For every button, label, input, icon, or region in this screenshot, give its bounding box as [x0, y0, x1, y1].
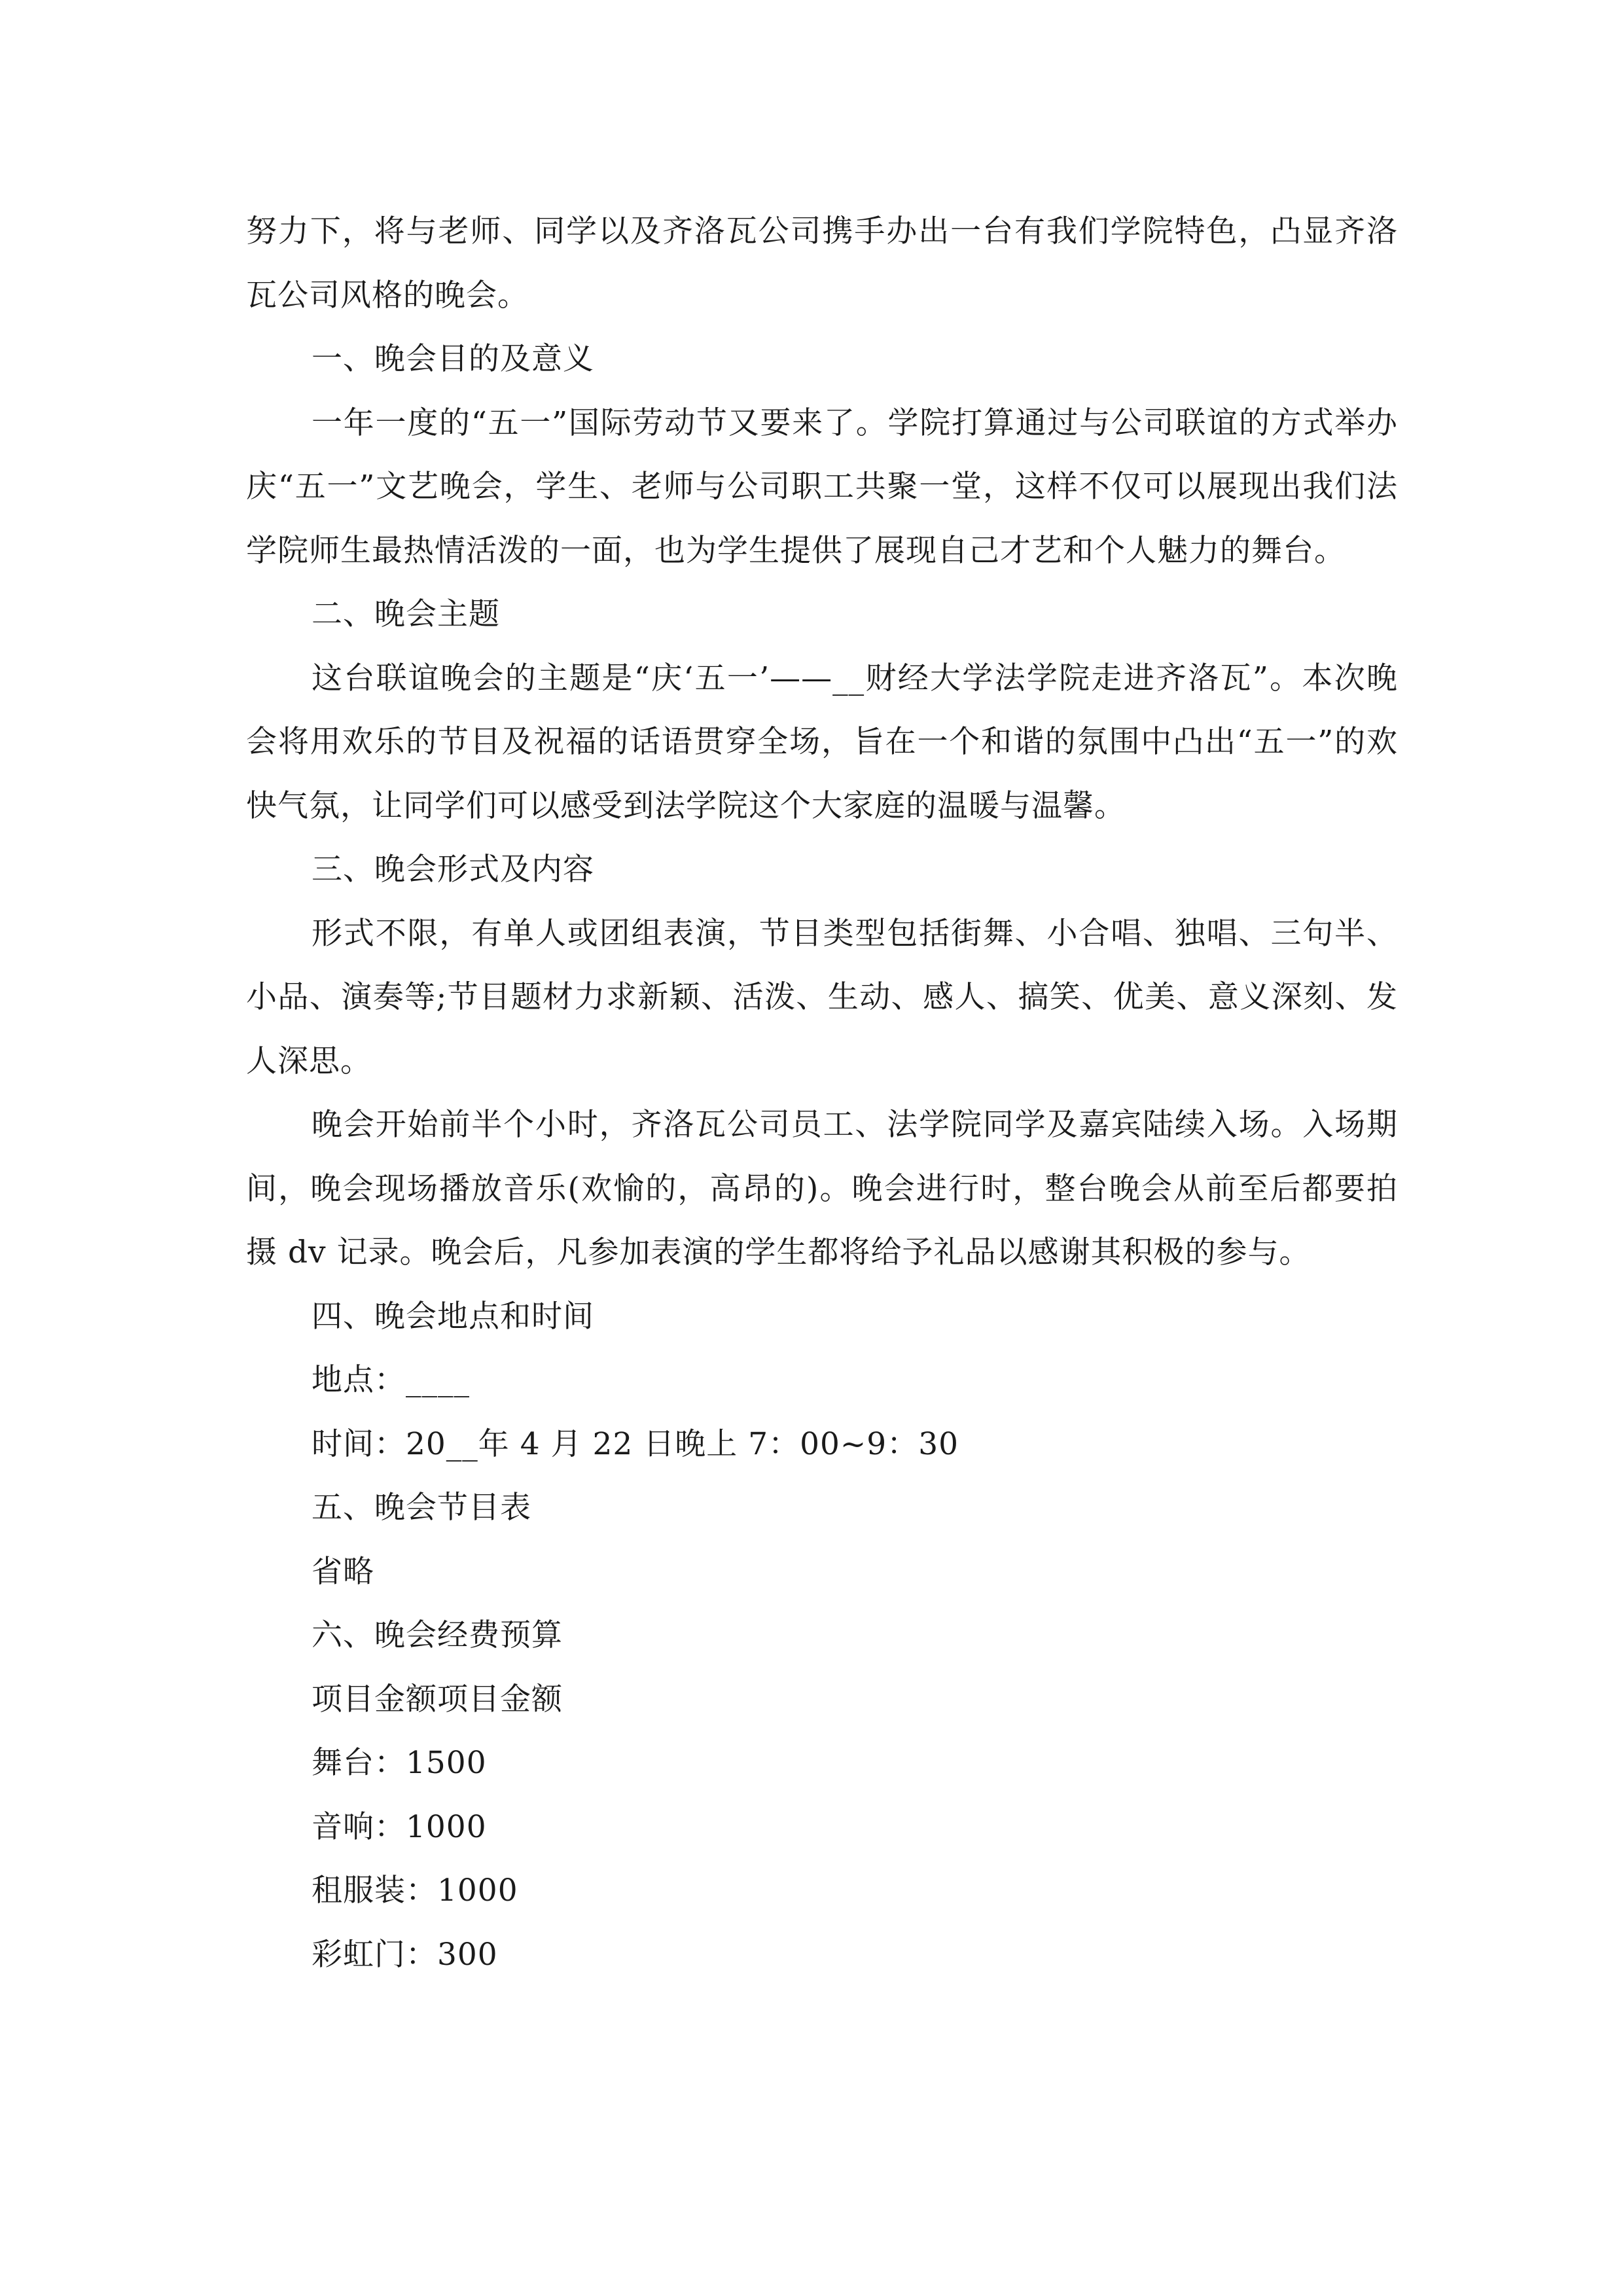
section-heading-theme: 二、晚会主题 [312, 596, 500, 632]
paragraph-intro-continuation: 努力下，将与老师、同学以及齐洛瓦公司携手办出一台有我们学院特色，凸显齐洛瓦公司风格的晚会。 [246, 213, 1398, 314]
budget-item-costume-rental: 租服装：1000 [312, 1873, 518, 1909]
budget-table-header: 项目金额项目金额 [312, 1681, 563, 1717]
program-omitted-note: 省略 [312, 1553, 374, 1590]
budget-item-rainbow-arch: 彩虹门：300 [312, 1936, 498, 1973]
document-body [246, 200, 1398, 1986]
venue-line: 地点：____ [312, 1362, 470, 1398]
time-line: 时间：20__年 4 月 22 日晚上 7：00~9：30 [312, 1426, 959, 1462]
section-heading-program: 五、晚会节目表 [312, 1490, 531, 1526]
paragraph-theme: 这台联谊晚会的主题是“庆‘五一’——__财经大学法学院走进齐洛瓦”。本次晚会将用欢乐的节目及祝福的话语贯穿全场，旨在一个和谐的氛围中凸出“五一”的欢快气氛，让同学们可以感受到法学院这个大家庭的温暖与温馨。 [246, 660, 1398, 824]
section-heading-format: 三、晚会形式及内容 [312, 852, 594, 888]
section-heading-venue-time: 四、晚会地点和时间 [312, 1298, 594, 1335]
section-heading-budget: 六、晚会经费预算 [312, 1617, 563, 1653]
paragraph-format: 形式不限，有单人或团组表演，节目类型包括街舞、小合唱、独唱、三句半、小品、演奏等;节目题材力求新颖、活泼、生动、感人、搞笑、优美、意义深刻、发人深思。 [246, 915, 1398, 1079]
budget-item-stage: 舞台：1500 [312, 1745, 487, 1781]
section-heading-purpose: 一、晚会目的及意义 [312, 341, 594, 377]
paragraph-purpose: 一年一度的“五一”国际劳动节又要来了。学院打算通过与公司联谊的方式举办庆“五一”文艺晚会，学生、老师与公司职工共聚一堂，这样不仅可以展现出我们法学院师生最热情活泼的一面，也为学生提供了展现自己才艺和个人魅力的舞台。 [246, 404, 1398, 569]
budget-item-audio: 音响：1000 [312, 1808, 487, 1845]
paragraph-procedure: 晚会开始前半个小时，齐洛瓦公司员工、法学院同学及嘉宾陆续入场。入场期间，晚会现场播放音乐(欢愉的，高昂的)。晚会进行时，整台晚会从前至后都要拍摄 dv 记录。晚会后，凡参加表演的学生都将给予礼品以感谢其积极的参与。 [246, 1107, 1398, 1270]
